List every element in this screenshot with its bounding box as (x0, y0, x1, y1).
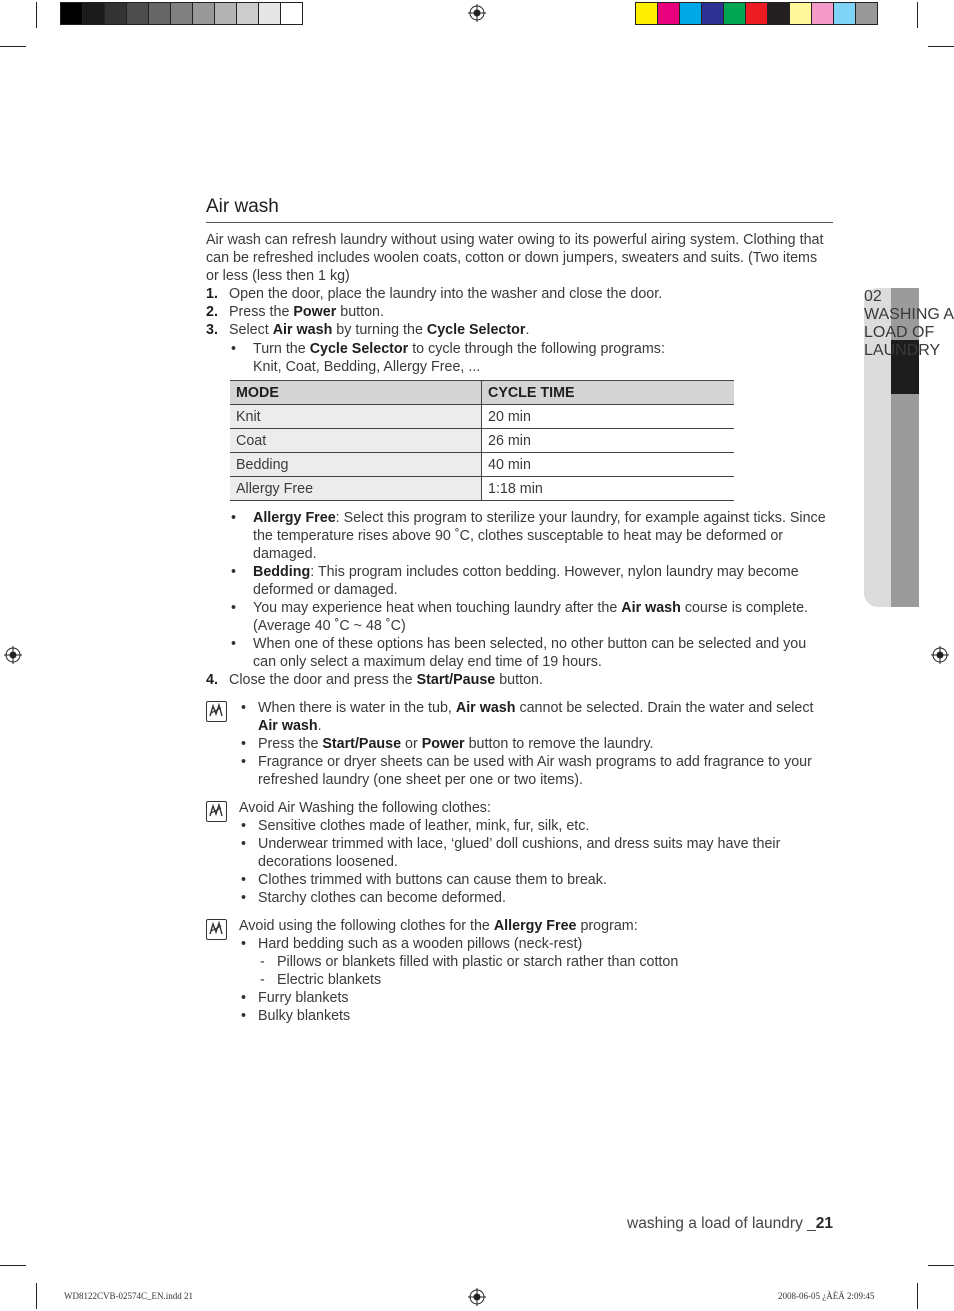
color-swatch (723, 2, 746, 25)
color-swatch (192, 2, 215, 25)
color-swatch (745, 2, 768, 25)
note-icon (206, 701, 227, 722)
note-item: • Starchy clothes can become deformed. (239, 889, 833, 907)
color-swatch (236, 2, 259, 25)
note-block (206, 799, 833, 907)
step-number: 2. (206, 304, 218, 320)
registration-mark-icon (468, 1288, 486, 1306)
registration-mark-icon (4, 646, 22, 664)
mode-cell: Coat (230, 429, 482, 453)
note-list (239, 817, 833, 907)
color-swatch (767, 2, 790, 25)
color-swatch (657, 2, 680, 25)
color-swatch (679, 2, 702, 25)
note-text: Press the (258, 736, 323, 752)
note-bold: Air wash (455, 700, 516, 716)
bullet-item (229, 599, 833, 635)
note-text: cannot be selected. Drain the water and select (515, 700, 814, 716)
time-cell: 1:18 min (482, 477, 735, 501)
note-text: or (401, 736, 422, 752)
color-swatch (82, 2, 105, 25)
crop-mark (928, 46, 954, 47)
crop-mark (0, 46, 26, 47)
note-bold: Power (421, 736, 465, 752)
time-cell: 26 min (482, 429, 735, 453)
mode-cell: Knit (230, 405, 482, 429)
color-swatch (635, 2, 658, 25)
step-text: Select (229, 322, 273, 338)
step-text: Close the door and press the (229, 672, 417, 688)
note-bold: Start/Pause (322, 736, 402, 752)
mode-cell: Bedding (230, 453, 482, 477)
bullet-text: Turn the (253, 341, 310, 357)
note-bold: Allergy Free (493, 918, 577, 934)
footer-label: washing a load of laundry _ (627, 1215, 816, 1232)
note-item: • Sensitive clothes made of leather, mink, fur, silk, etc. (239, 817, 833, 835)
column-header: CYCLE TIME (482, 381, 735, 405)
note-text: Hard bedding such as a wooden pillows (neck-rest) (258, 936, 583, 952)
note-lead: Avoid Air Washing the following clothes: (239, 800, 491, 816)
step-text: Press the (229, 304, 294, 320)
step-bold: Power (293, 304, 337, 320)
main-content (206, 194, 833, 1025)
color-swatch (258, 2, 281, 25)
bullet-item (229, 563, 833, 599)
bullet-bold: Bedding (253, 564, 311, 580)
note-item: • Clothes trimmed with buttons can cause them to break. (239, 871, 833, 889)
note-icon (206, 919, 227, 940)
note-item (239, 735, 833, 753)
note-text: Avoid using the following clothes for the (239, 918, 494, 934)
bullet-item (229, 635, 833, 671)
color-swatch (833, 2, 856, 25)
color-swatch (280, 2, 303, 25)
bullet-text: : Select this program to sterilize your laundry, for example against ticks. Since the temperature rises above 90 ˚C, clothes susceptable to heat may be deformed or damaged. (253, 510, 826, 562)
program-list: Knit, Coat, Bedding, Allergy Free, ... (253, 359, 481, 375)
note-text: When there is water in the tub, (258, 700, 456, 716)
page-footer (540, 1215, 833, 1233)
table-row (230, 429, 734, 453)
bullet-bold: Cycle Selector (309, 341, 409, 357)
color-swatch (170, 2, 193, 25)
sub-list (258, 953, 833, 989)
bullet-item (229, 509, 833, 563)
note-text: Fragrance or dryer sheets can be used with Air wash programs to add fragrance to your refreshed laundry (one sheet per one or two items). (258, 754, 812, 788)
note-text: program: (576, 918, 638, 934)
step-bold: Air wash (272, 322, 333, 338)
crop-mark (36, 2, 37, 28)
color-swatch (148, 2, 171, 25)
note-lead (239, 917, 833, 935)
note-item: • Bulky blankets (239, 1007, 833, 1025)
steps-list (206, 671, 833, 689)
bullet-bold: Air wash (621, 600, 681, 616)
sub-item: - Pillows or blankets filled with plastic or starch rather than cotton (258, 953, 833, 971)
step-item (206, 285, 833, 303)
step-number: 4. (206, 672, 218, 688)
color-swatch (701, 2, 724, 25)
step-text: . (525, 322, 530, 338)
time-cell: 40 min (482, 453, 735, 477)
note-list (239, 699, 833, 789)
note-item (239, 935, 833, 989)
bullet-item (229, 340, 833, 376)
note-text: . (317, 718, 322, 734)
crop-mark (917, 2, 918, 28)
intro-paragraph: Air wash can refresh laundry without using water owing to its powerful airing system. Clothing that can be refreshed includes woolen coats, cotton or down jumpers, sweaters and suits. (Two items or less (less then 1 kg) (206, 232, 824, 284)
bullet-text: : This program includes cotton bedding. However, nylon laundry may become deformed or damaged. (253, 564, 799, 598)
sub-item: - Electric blankets (258, 971, 833, 989)
process-color-bar (636, 2, 878, 24)
program-bullets (229, 340, 833, 376)
bullet-text: You may experience heat when touching laundry after the (253, 600, 622, 616)
color-swatch (855, 2, 878, 25)
file-slug: WD8122CVB-02574C_EN.indd 21 (64, 1291, 193, 1301)
time-cell: 20 min (482, 405, 735, 429)
note-list (239, 935, 833, 1025)
step-text: button. (336, 304, 384, 320)
step-bold: Start/Pause (416, 672, 496, 688)
mode-cell: Allergy Free (230, 477, 482, 501)
step-item (206, 321, 833, 339)
step-item (206, 671, 833, 689)
color-swatch (214, 2, 237, 25)
table-row (230, 405, 734, 429)
note-bold: Air wash (258, 718, 318, 734)
steps-list (206, 285, 833, 339)
step-text: by turning the (332, 322, 427, 338)
note-text: button to remove the laundry. (464, 736, 654, 752)
table-row (230, 453, 734, 477)
chapter-label: 02 WASHING A LOAD OF LAUNDRY (864, 288, 954, 359)
cycle-time-table (230, 380, 734, 501)
notes-bullets (229, 509, 833, 671)
step-bold: Cycle Selector (426, 322, 526, 338)
crop-mark (928, 1265, 954, 1266)
registration-mark-icon (931, 646, 949, 664)
step-item (206, 303, 833, 321)
note-item (239, 699, 833, 735)
column-header: MODE (230, 381, 482, 405)
color-swatch (104, 2, 127, 25)
note-block (206, 917, 833, 1025)
color-swatch (789, 2, 812, 25)
date-slug: 2008-06-05 ¿ÀÈÄ 2:09:45 (778, 1291, 875, 1301)
crop-mark (36, 1283, 37, 1309)
step-text: Open the door, place the laundry into the washer and close the door. (229, 286, 663, 302)
crop-mark (0, 1265, 26, 1266)
section-title: Air wash (206, 194, 833, 223)
note-icon (206, 801, 227, 822)
table-header-row (230, 381, 734, 405)
step-number: 3. (206, 322, 218, 338)
note-item (239, 753, 833, 789)
note-item: • Furry blankets (239, 989, 833, 1007)
page-number: 21 (815, 1215, 833, 1232)
color-swatch (60, 2, 83, 25)
note-item: • Underwear trimmed with lace, ‘glued’ doll cushions, and dress suits may have their decorations loosened. (239, 835, 833, 871)
step-number: 1. (206, 286, 218, 302)
note-block (206, 699, 833, 789)
color-swatch (126, 2, 149, 25)
crop-mark (917, 1283, 918, 1309)
bullet-text: When one of these options has been selected, no other button can be selected and you can only select a maximum delay end time of 19 hours. (253, 636, 807, 670)
step-text: button. (495, 672, 543, 688)
grayscale-color-bar (61, 2, 303, 24)
bullet-text: to cycle through the following programs: (408, 341, 665, 357)
bullet-bold: Allergy Free (253, 510, 336, 526)
registration-mark-icon (468, 4, 486, 22)
table-row (230, 477, 734, 501)
bullet-text: course is complete. (Average 40 ˚C ~ 48 ˚C) (253, 600, 808, 634)
color-swatch (811, 2, 834, 25)
